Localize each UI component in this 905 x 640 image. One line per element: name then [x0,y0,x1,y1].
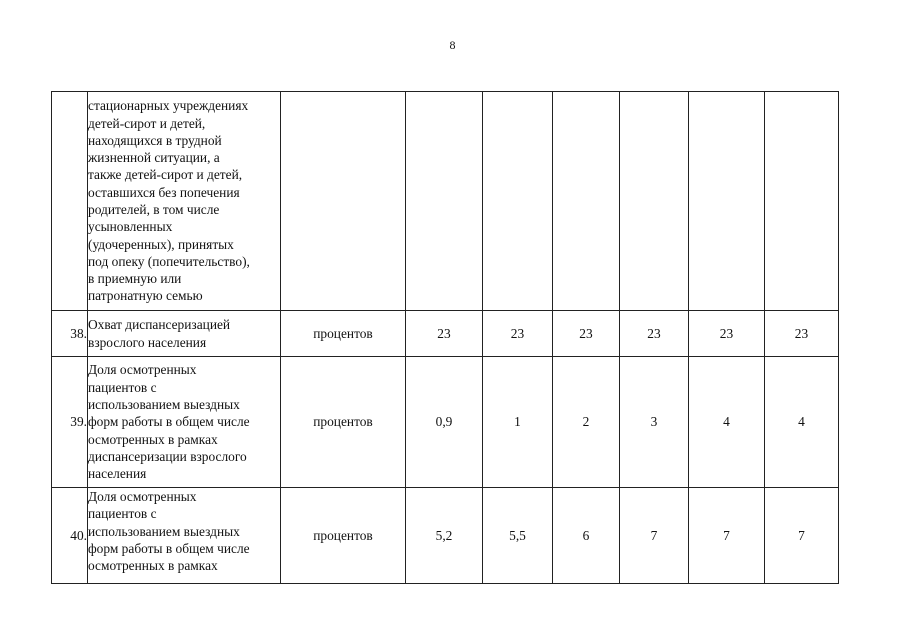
value-cell: 23 [765,311,839,357]
description-line: находящихся в трудной [88,132,222,148]
value-cell [689,92,765,311]
value-cell: 4 [765,357,839,488]
row-number-cell [52,92,88,311]
page-number: 8 [449,38,456,52]
description-line: Охват диспансеризацией [88,317,231,333]
row-number-cell: 38. [52,311,88,357]
description-line: стационарных учреждениях [88,98,249,114]
description-line: пациентов с [88,379,157,395]
value-cell [553,92,620,311]
value-cell: 23 [406,311,483,357]
value-cell [620,92,689,311]
value-cell [406,92,483,311]
value-cell: 2 [553,357,620,488]
description-line: под опеку (попечительство), [88,253,250,269]
value-cell: 0,9 [406,357,483,488]
unit-cell: процентов [281,357,406,488]
description-line: осмотренных в рамках [88,558,218,574]
description-line: родителей, в том числе [88,202,220,217]
value-cell: 5,2 [406,488,483,584]
value-cell [765,92,839,311]
row-number-cell: 39. [52,357,88,488]
description-line: детей-сирот и детей, [88,115,206,131]
value-cell: 23 [483,311,553,357]
table-row-39 [52,357,839,488]
unit-cell [281,92,406,311]
description-clip [88,488,280,579]
value-cell: 1 [483,357,553,488]
description-line: населения [88,466,147,482]
description-line: форм работы в общем числе [88,414,250,430]
value-cell: 7 [765,488,839,584]
row-description [88,357,281,488]
description-line: в приемную или [88,271,182,287]
description-line: форм работы в общем числе [88,540,250,556]
description-line: осмотренных в рамках [88,431,218,447]
description-line: усыновленных [88,219,173,235]
value-cell: 7 [620,488,689,584]
description-line: патронатную семью [88,288,203,304]
row-description [88,488,281,584]
description-line: Доля осмотренных [88,362,197,378]
description-line: Доля осмотренных [88,489,197,504]
row-number-cell: 40. [52,488,88,584]
value-cell: 23 [620,311,689,357]
value-cell: 7 [689,488,765,584]
description-line: (удочеренных), принятых [88,236,234,252]
description-line: использованием выездных [88,523,240,539]
value-cell: 5,5 [483,488,553,584]
unit-cell: процентов [281,311,406,357]
value-cell: 4 [689,357,765,488]
description-line: использованием выездных [88,397,240,413]
value-cell: 23 [689,311,765,357]
table-row-continuation [52,92,839,311]
description-line: взрослого населения [88,334,207,350]
row-description [88,92,281,311]
row-description [88,311,281,357]
value-cell: 3 [620,357,689,488]
description-line: жизненной ситуации, а [88,150,220,166]
description-line: оставшихся без попечения [88,184,240,200]
unit-cell: процентов [281,488,406,584]
value-cell [483,92,553,311]
value-cell: 23 [553,311,620,357]
description-line: диспансеризации взрослого [88,448,247,464]
table-row-40 [52,488,839,584]
description-line: пациентов с [88,506,157,522]
table-row-38 [52,311,839,357]
indicator-table [51,91,839,584]
value-cell: 6 [553,488,620,584]
description-line: также детей-сирот и детей, [88,167,243,183]
